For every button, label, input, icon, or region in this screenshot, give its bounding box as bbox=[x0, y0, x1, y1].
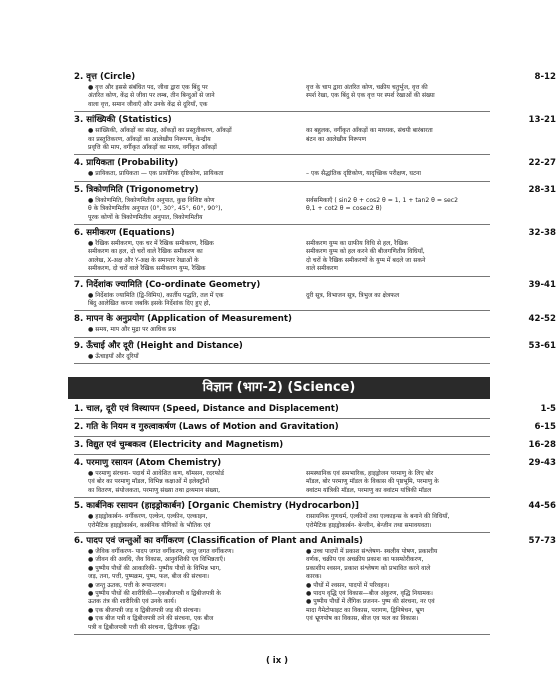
toc-entry-topics bbox=[74, 84, 490, 109]
toc-topic-line: बिंदु आलेखित करना जबकि इसके निर्देशांक दिए हुए हो, bbox=[88, 299, 211, 307]
toc-topic-line: ● जन्तु ऊतक, पत्ती के रूपान्तरण। bbox=[88, 581, 167, 589]
toc-entry-title: 5. त्रिकोणमिति (Trigonometry) 28-31 bbox=[74, 184, 556, 195]
toc-topic-line: समीकरण का हल, दो चरों वाले रैखिक समीकरण का bbox=[88, 248, 203, 256]
toc-entry bbox=[74, 340, 556, 361]
toc-topic-line: ● एक बीज पत्री व द्विबीजपत्री तने की संरचना, एक बीज bbox=[88, 615, 214, 623]
toc-entry-topics bbox=[74, 127, 490, 152]
toc-entry-page-range: 28-31 bbox=[528, 184, 556, 195]
toc-topic-line: ● ऊँचाइयाँ और दूरियाँ bbox=[88, 352, 139, 360]
toc-entry-title: 3. सांख्यिकी (Statistics) 13-21 bbox=[74, 115, 556, 126]
toc-topic-line: एरोमैटिक हाइड्रोकार्बन- बेन्जीन, बेन्जीन तथा समावयवता। bbox=[306, 521, 432, 529]
toc-topic-line: समीकरण, दो चरों वाले रैखिक समीकरण युग्म, रैखिक bbox=[88, 265, 206, 273]
toc-topic-line: दूरी सूत्र, विभाजन सूत्र, त्रिभुज का क्षेत्रफल bbox=[306, 291, 400, 299]
entry-divider bbox=[74, 154, 490, 155]
toc-entry-page-range: 42-52 bbox=[528, 314, 556, 325]
toc-entry-page-range: 57-73 bbox=[528, 536, 556, 546]
toc-entry-title: 5. कार्बनिक रसायन (हाइड्रोकार्बन) [Organic Chemistry (Hydrocarbon)] 44-56 bbox=[74, 501, 556, 512]
toc-topic-line: ● परमाणु संरचना- पदार्थ में आवेशित कण, थॉमसन, रदरफोर्ड bbox=[88, 470, 224, 477]
toc-entry-title: 4. परमाणु रसायन (Atom Chemistry) 29-43 bbox=[74, 458, 556, 468]
toc-topic-line: सर्वसमिकाएँ ( sin2 θ + cos2 θ = 1, 1 + tan2 θ = sec2 bbox=[306, 196, 459, 204]
toc-entry-topics bbox=[74, 292, 490, 309]
toc-entry-topics bbox=[74, 513, 490, 530]
toc-topic-line: का वितरण, संयोजकता, परमाणु संख्या तथा द्रव्यमान संख्या, bbox=[88, 486, 221, 494]
toc-topic-line: ● हाइड्रोकार्बन- वर्गीकरण, एल्केन, एल्कीन, एल्काइन, bbox=[88, 513, 208, 521]
toc-topic-line: का बहुलक, वर्गीकृत आँकड़ों का माध्यक, संचयी बारंबारता bbox=[306, 127, 433, 135]
toc-entry-title: 3. विद्युत एवं चुम्बकत्व (Electricity and Magnetism) 16-28 bbox=[74, 440, 556, 450]
toc-topic-line: ● पुष्पीय पौधों की शारीरिकी—एकबीजपत्री व द्विबीजपत्री के bbox=[88, 590, 221, 597]
toc-topic-line: ● रैखिक समीकरण, एक चर में रैखिक समीकरण, रैखिक bbox=[88, 240, 214, 247]
toc-topic-line: – एक सैद्धांतिक दृष्टिकोण, यादृच्छिक परीक्षण, घटना bbox=[306, 170, 421, 178]
entry-divider bbox=[74, 337, 490, 338]
toc-topic-line: ● पुष्पीय पौधों में लैंगिक प्रजनन- पुष्प की संरचना, नर एवं bbox=[306, 598, 435, 606]
toc-entry-topics bbox=[74, 548, 490, 632]
toc-topic-line: रासायनिक गुणधर्म, एल्कीनों तथा एल्काइन्स के बनाने की विधियाँ, bbox=[306, 513, 450, 521]
entry-divider bbox=[74, 418, 490, 419]
toc-topic-line: स्पर्श रेखा, एक बिंदु से एक वृत्त पर स्पर्श रेखाओं की संख्या bbox=[306, 92, 435, 100]
toc-topic-line: समीकरण युग्म को हल करने की बीजगणितीय विधियाँ, bbox=[306, 248, 425, 256]
toc-entry-page-range: 8-12 bbox=[534, 72, 556, 82]
toc-entry-page-range: 1-5 bbox=[540, 404, 556, 414]
toc-entry-page-range: 13-21 bbox=[528, 115, 556, 126]
toc-topic-line: जड़, तना, पत्ती, पुष्पक्रम, पुष्प, फल, बीज की संरचना। bbox=[88, 573, 210, 581]
entry-divider bbox=[74, 181, 490, 182]
toc-entry-title: 7. निर्देशांक ज्यामिति (Co-ordinate Geometry) 39-41 bbox=[74, 279, 556, 290]
toc-entry bbox=[74, 422, 556, 434]
toc-entry-topics bbox=[74, 470, 490, 495]
toc-topic-line: θ के त्रिकोणमितीय अनुपात (0°, 30°, 45°, 60°, 90°), bbox=[88, 205, 223, 213]
page-number-footer: ( ix ) bbox=[265, 656, 289, 666]
toc-topic-line: ● प्रायिकता, प्रायिकता — एक प्रायोगिक दृष्टिकोण, प्रायिकता bbox=[88, 170, 224, 178]
toc-topic-line: समस्थानिक एवं समभारिक, हाइड्रोजन परमाणु के लिए बोर bbox=[306, 470, 434, 477]
toc-topic-line: अंतरित कोण, केंद्र से जीवा पर लम्ब, तीन बिन्दुओं से जाने bbox=[88, 92, 215, 100]
toc-entry-title: 8. मापन के अनुप्रयोग (Application of Measurement) 42-52 bbox=[74, 314, 556, 325]
toc-entry-title: 2. वृत्त (Circle) 8-12 bbox=[74, 72, 556, 82]
entry-divider bbox=[74, 276, 490, 277]
entry-divider bbox=[74, 224, 490, 225]
toc-topic-line: एवं बोर का परमाणु मॉडल, विभिन्न कक्षाओं में इलेक्ट्रॉनों bbox=[88, 478, 210, 486]
toc-entry-page-range: 6-15 bbox=[534, 422, 556, 432]
entry-divider bbox=[74, 497, 490, 498]
toc-topic-line: मॉडल, बोर परमाणु मॉडल के विकास की पृष्ठभूमि, परमाणु के bbox=[306, 478, 439, 486]
toc-topic-line: वर्णक, चक्रीय एव अचक्रीय प्रकाश का फास्फोरीकरण, bbox=[306, 556, 424, 564]
toc-entry bbox=[74, 404, 556, 416]
toc-topic-line: एरोमैटिक हाइड्रोकार्बन, कार्बनिक यौगिकों के भौतिक एवं bbox=[88, 521, 211, 529]
toc-entry bbox=[74, 536, 556, 632]
toc-topic-line: वाला वृत्त, समान जीवाएँ और उनके केंद्र से दूरियाँ, एक bbox=[88, 100, 208, 108]
toc-entry-page-range: 32-38 bbox=[528, 228, 556, 238]
toc-entry bbox=[74, 458, 556, 495]
toc-topic-line: ● समय, माप और मुद्रा पर आधिक प्रश्न bbox=[88, 326, 176, 334]
toc-entry-topics bbox=[74, 197, 490, 222]
toc-entry bbox=[74, 501, 556, 530]
toc-topic-line: दो चरों के रैखिक समीकरणों के युग्म में बदले जा सकने bbox=[306, 256, 426, 264]
toc-topic-line: ● त्रिकोणमिति, त्रिकोणमितीय अनुपात, कुछ विशिष्ट कोण bbox=[88, 196, 215, 204]
toc-topic-line: ऊतक तंत्र की शारीरिकी एवं उनके कार्य। bbox=[88, 598, 177, 606]
entry-divider bbox=[74, 436, 490, 437]
toc-entry-topics bbox=[74, 170, 490, 178]
toc-entry-topics bbox=[74, 240, 490, 274]
entry-divider bbox=[74, 363, 490, 364]
toc-topic-line: प्रवृत्ति की माप, वर्गीकृत आँकड़ों का माध्य, वर्गीकृत आँकड़ों bbox=[88, 143, 217, 151]
toc-topic-line: क्वांटम यांत्रिकी मॉडल, परमाणु का क्वांटम यांत्रिकी मॉडल bbox=[306, 486, 432, 494]
toc-entry-page-range: 53-61 bbox=[528, 340, 556, 351]
entry-divider bbox=[74, 454, 490, 455]
toc-entry-title: 6. समीकरण (Equations) 32-38 bbox=[74, 228, 556, 238]
science-section-banner: विज्ञान (भाग-2) (Science) bbox=[68, 377, 490, 399]
toc-topic-line: ● पुष्पीय पौधों की आकारिकी- पुष्पीय पौधों के विभिन्न भाग, bbox=[88, 564, 221, 572]
toc-entry-page-range: 22-27 bbox=[528, 158, 556, 169]
toc-entry bbox=[74, 72, 556, 109]
toc-entry-page-range: 39-41 bbox=[528, 279, 556, 290]
toc-topic-line: बंटन का आलेखीय निरूपण bbox=[306, 135, 367, 143]
toc-topic-line: एवं भ्रूणपोष का विकास, बीज एव फल का विकास। bbox=[306, 615, 419, 623]
toc-entry-topics bbox=[74, 326, 490, 334]
toc-topic-line: कारक। bbox=[306, 573, 322, 581]
toc-entry-page-range: 16-28 bbox=[528, 440, 556, 450]
entry-divider bbox=[74, 532, 490, 533]
toc-entry-title: 4. प्रायिकता (Probability) 22-27 bbox=[74, 158, 556, 169]
entry-divider bbox=[74, 634, 490, 635]
toc-entry bbox=[74, 440, 556, 452]
toc-topic-line: ● वृत्त और इससे संबंधित पद, जीवा द्वारा एक बिंदु पर bbox=[88, 84, 208, 91]
toc-entry-title: 6. पादप एवं जन्तुओं का वर्गीकरण (Classification of Plant and Animals) 57-73 bbox=[74, 536, 556, 546]
toc-topic-line: θ,1 + cot2 θ = cosec2 θ) bbox=[306, 205, 382, 213]
toc-topic-line: वृत्त के चाप द्वारा अंतरित कोण, चक्रीय चतुर्भुज, वृत्त की bbox=[306, 84, 428, 91]
toc-entry-topics bbox=[74, 353, 490, 361]
toc-topic-line: ● पौधों में श्वसन, पादपों में परिवहन। bbox=[306, 581, 390, 589]
toc-topic-line: समीकरण युग्म का ग्राफीय विधि से हल, रैखिक bbox=[306, 240, 408, 247]
toc-topic-line: ● पादप वृद्धि एवं विकास—बीज अंकुरण, वृद्धि नियामक। bbox=[306, 590, 433, 597]
toc-topic-line: पत्री व द्विबीजपत्री पत्ती की संरचना, द्वितीयक वृद्धि। bbox=[88, 623, 200, 631]
toc-topic-line: का प्रस्तुतिकरण, आँकड़ों का आलेखीय निरूपण, केन्द्रीय bbox=[88, 135, 211, 143]
toc-topic-line: ● जैविक वर्गीकरण- पादप जगत वर्गीकरण, जन्तु जगत वर्गीकरण। bbox=[88, 548, 234, 555]
toc-entry bbox=[74, 314, 556, 334]
toc-topic-line: ● जीवन की अवधि, जैव विकास, आनुवंशिकी एव विभिन्नताएँ। bbox=[88, 556, 226, 564]
toc-topic-line: ● निर्देशांक ज्यामिति (द्वि-विमिय), कार्तीय पद्धति, तल में एक bbox=[88, 291, 224, 299]
toc-topic-line: ● एक बीजपत्री जड़ व द्विबीजपत्री जड़ की संरचना। bbox=[88, 606, 201, 614]
toc-topic-line: वाले समीकरण bbox=[306, 265, 338, 273]
toc-entry-title: 9. ऊँचाई और दूरी (Height and Distance) 53-61 bbox=[74, 340, 556, 351]
toc-entry-page-range: 29-43 bbox=[528, 458, 556, 468]
toc-entry bbox=[74, 115, 556, 152]
toc-entry-title: 2. गति के नियम व गुरुत्वाकर्षण (Laws of Motion and Gravitation) 6-15 bbox=[74, 422, 556, 432]
toc-entry bbox=[74, 184, 556, 222]
toc-topic-line: प्रकाशीय श्वसन, प्रकाश संश्लेषण को प्रभावित करने वाले bbox=[306, 564, 431, 572]
entry-divider bbox=[74, 111, 490, 112]
toc-entry bbox=[74, 228, 556, 274]
toc-topic-line: पूरक कोणों के त्रिकोणमितीय अनुपात, त्रिकोणमितीय bbox=[88, 213, 203, 221]
toc-entry-title: 1. चाल, दूरी एवं विस्थापन (Speed, Distance and Displacement) 1-5 bbox=[74, 404, 556, 414]
toc-topic-line: मादा गैमेटोफाइट का विकास, परागण, द्विनिषेचन, भ्रूण bbox=[306, 606, 425, 614]
entry-divider bbox=[74, 310, 490, 311]
toc-topic-line: आलेख, X-अक्ष और Y-अक्ष के समान्तर रेखाओं के bbox=[88, 256, 199, 264]
toc-entry-page-range: 44-56 bbox=[528, 501, 556, 512]
toc-topic-line: ● सांख्यिकी, आँकड़ों का संग्रह, आँकड़ों का प्रस्तुतीकरण, आँकड़ों bbox=[88, 127, 232, 135]
toc-topic-line: ● उच्च पादपों में प्रकाश संश्लेषण- स्थलीय पोषण, प्रकाशीय bbox=[306, 548, 438, 555]
toc-entry bbox=[74, 279, 556, 309]
toc-entry bbox=[74, 158, 556, 178]
